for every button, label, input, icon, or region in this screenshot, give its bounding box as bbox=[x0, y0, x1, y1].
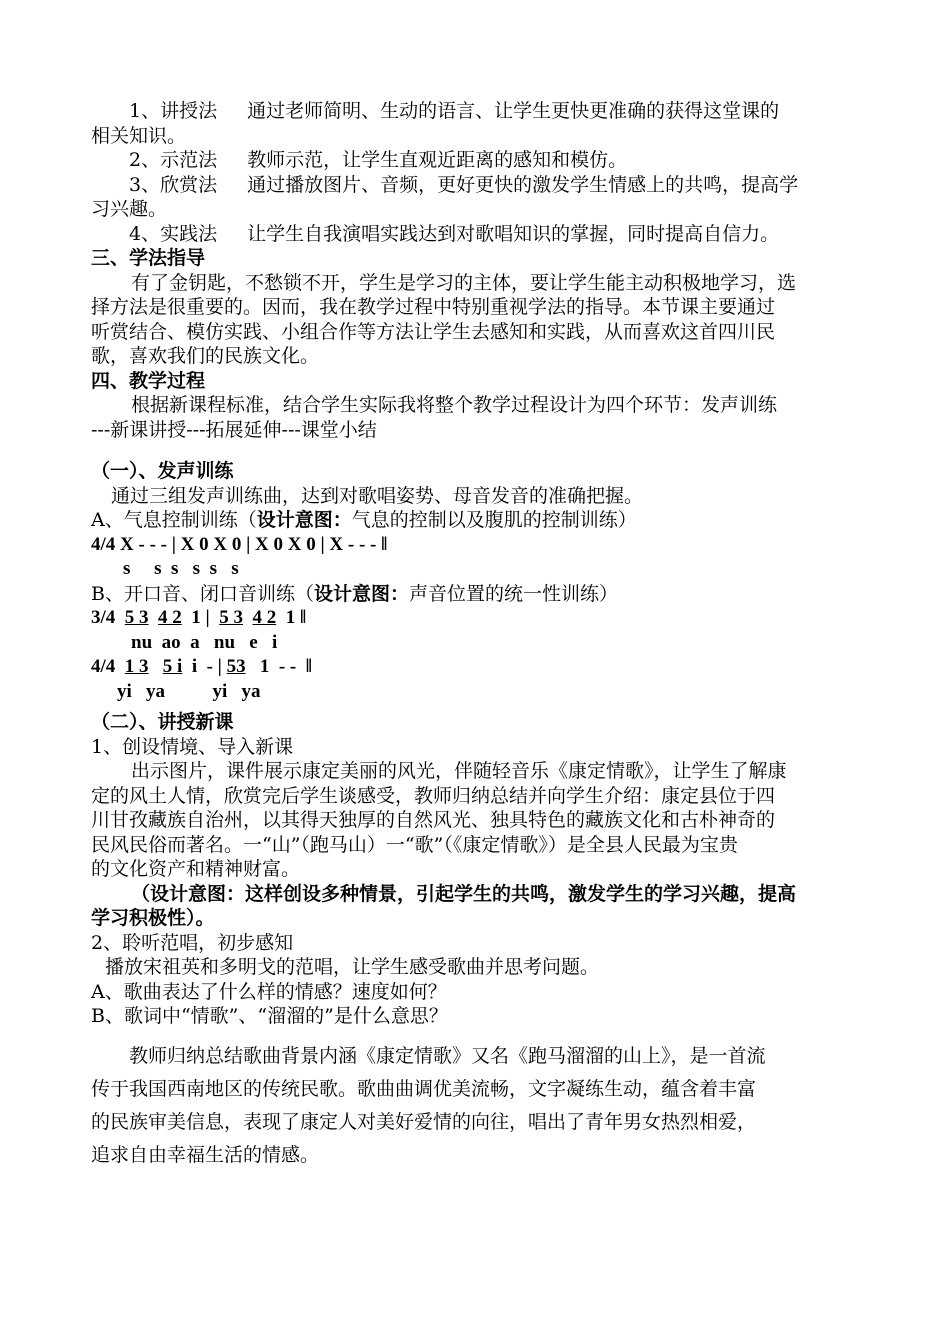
score-line-2: 3/4 5 3 4 2 1 | 5 3 4 2 1 ‖ bbox=[91, 607, 307, 628]
part2-block bbox=[91, 710, 891, 1029]
step-1-title: 1、创设情境、导入新课 bbox=[91, 735, 294, 758]
method-2: 2、示范法 教师示范，让学生直观近距离的感知和模仿。 bbox=[129, 149, 628, 171]
play-instruction: 播放宋祖英和多明戈的范唱，让学生感受歌曲并思考问题。 bbox=[105, 956, 600, 978]
design-intent-line: 学习积极性）。 bbox=[91, 907, 215, 929]
method-3: 3、欣赏法 通过播放图片、音频，更好更快的激发学生情感上的共鸣，提高学 bbox=[129, 173, 799, 196]
section3-line: 有了金钥匙，不愁锁不开，学生是学习的主体，要让学生能主动积极地学习，选 bbox=[131, 271, 797, 294]
summary-line: 教师归纳总结歌曲背景内涵《康定情歌》又名《跑马溜溜的山上》，是一首流 bbox=[129, 1045, 766, 1067]
part1-block bbox=[91, 459, 891, 704]
summary-line: 传于我国西南地区的传统民歌。歌曲曲调优美流畅，文字凝练生动，蕴含着丰富 bbox=[91, 1078, 757, 1100]
exercise-a: A、气息控制训练（设计意图：气息的控制以及腹肌的控制训练） bbox=[91, 509, 637, 531]
section3-line: 听赏结合、模仿实践、小组合作等方法让学生去感知和实践，从而喜欢这首四川民 bbox=[91, 320, 776, 343]
score-line-3: 4/4 1 3 5 i i - | 53 1 - - ‖ bbox=[91, 656, 312, 677]
part2-heading: （二）、讲授新课 bbox=[91, 711, 234, 733]
summary-line: 追求自由幸福生活的情感。 bbox=[91, 1144, 320, 1166]
score-line-1: 4/4 X - - - | X 0 X 0 | X 0 X 0 | X - - - ‖ bbox=[91, 533, 388, 555]
syllable-line-3: yi ya yi ya bbox=[117, 680, 261, 702]
section4-heading: 四、教学过程 bbox=[91, 369, 206, 392]
question-b: B、歌词中“情歌”、“溜溜的”是什么意思？ bbox=[91, 1005, 448, 1027]
method-4: 4、实践法 让学生自我演唱实践达到对歌唱知识的掌握，同时提高自信力。 bbox=[129, 222, 780, 245]
part1-heading: （一）、发声训练 bbox=[91, 460, 234, 482]
intro-paragraph-line: 定的风土人情，欣赏完后学生谈感受，教师归纳总结并向学生介绍：康定县位于四 bbox=[91, 784, 776, 807]
section3-line: 歌，喜欢我们的民族文化。 bbox=[91, 345, 320, 367]
question-a: A、歌曲表达了什么样的情感？速度如何？ bbox=[91, 980, 447, 1003]
section3-line: 择方法是很重要的。因而，我在教学过程中特别重视学法的指导。本节课主要通过 bbox=[91, 296, 776, 318]
syllable-line-1: s s s s s s bbox=[123, 558, 239, 579]
summary-block bbox=[91, 1040, 891, 1172]
method-3-cont: 习兴趣。 bbox=[91, 198, 168, 220]
intro-paragraph-line: 的文化资产和精神财富。 bbox=[91, 858, 301, 880]
section4-line: 根据新课程标准，结合学生实际我将整个教学过程设计为四个环节：发声训练 bbox=[131, 394, 778, 416]
exercise-b: B、开口音、闭口音训练（设计意图：声音位置的统一性训练） bbox=[91, 582, 618, 605]
method-1: 1、讲授法 通过老师简明、生动的语言、让学生更快更准确的获得这堂课的 bbox=[129, 100, 780, 122]
intro-paragraph-line: 川甘孜藏族自治州，以其得天独厚的自然风光、独具特色的藏族文化和古朴神奇的 bbox=[91, 809, 776, 831]
syllable-line-2: nu ao a nu e i bbox=[131, 631, 278, 653]
intro-paragraph-line: 出示图片，课件展示康定美丽的风光，伴随轻音乐《康定情歌》，让学生了解康 bbox=[131, 760, 787, 782]
summary-line: 的民族审美信息，表现了康定人对美好爱情的向往，唱出了青年男女热烈相爱， bbox=[91, 1111, 757, 1133]
step-2-title: 2、聆听范唱，初步感知 bbox=[91, 931, 294, 954]
method-1-cont: 相关知识。 bbox=[91, 124, 187, 147]
section4-line: ---新课讲授---拓展延伸---课堂小结 bbox=[91, 418, 377, 441]
part1-intro: 通过三组发声训练曲，达到对歌唱姿势、母音发音的准确把握。 bbox=[111, 484, 644, 507]
design-intent-line: （设计意图：这样创设多种情景，引起学生的共鸣，激发学生的学习兴趣，提高 bbox=[131, 882, 797, 905]
section3-heading: 三、学法指导 bbox=[91, 247, 206, 269]
methods-list bbox=[91, 99, 891, 442]
intro-paragraph-line: 民风民俗而著名。一“山”（跑马山）一“歌”（《康定情歌》）是全县人民最为宝贵 bbox=[91, 833, 738, 856]
